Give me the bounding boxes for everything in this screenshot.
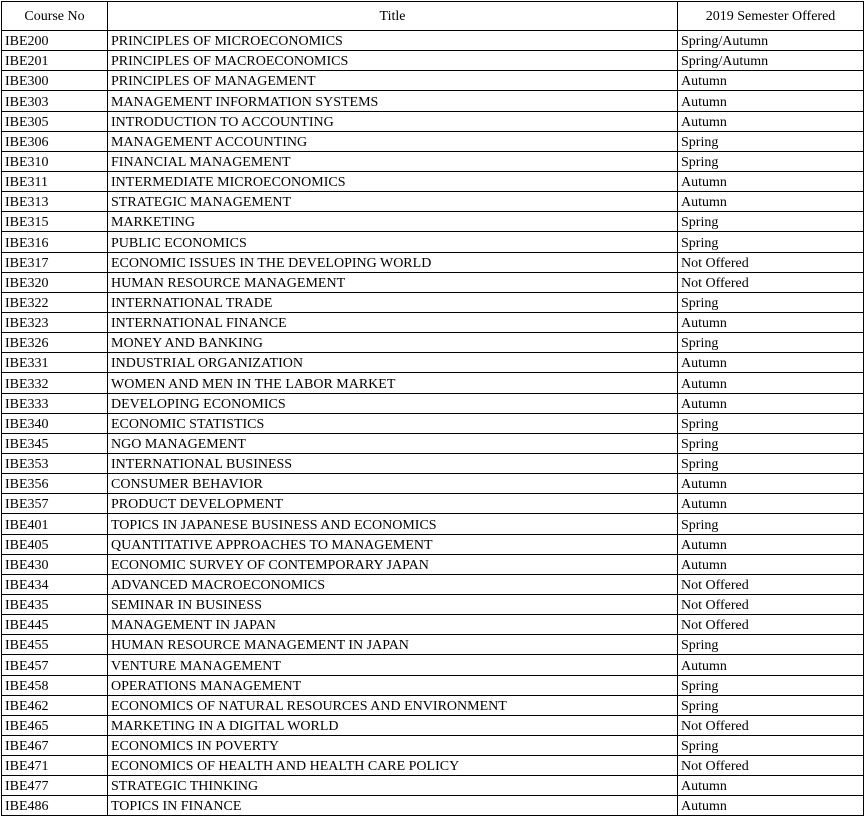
- course-no-cell: IBE317: [2, 252, 108, 272]
- course-no-cell: IBE462: [2, 695, 108, 715]
- semester-cell: Autumn: [678, 796, 864, 816]
- semester-cell: Autumn: [678, 71, 864, 91]
- course-no-cell: IBE310: [2, 151, 108, 171]
- title-cell: PRINCIPLES OF MICROECONOMICS: [108, 31, 678, 51]
- table-row: [2, 272, 864, 292]
- table-row: [2, 574, 864, 594]
- title-cell: MARKETING IN A DIGITAL WORLD: [108, 715, 678, 735]
- semester-cell: Autumn: [678, 655, 864, 675]
- course-no-cell: IBE434: [2, 574, 108, 594]
- semester-cell: Spring: [678, 413, 864, 433]
- table-row: [2, 796, 864, 816]
- table-row: [2, 413, 864, 433]
- header-title: Title: [108, 2, 678, 31]
- table-row: [2, 333, 864, 353]
- table-row: [2, 735, 864, 755]
- table-row: [2, 594, 864, 614]
- course-no-cell: IBE326: [2, 333, 108, 353]
- header-row: [2, 2, 864, 31]
- course-no-cell: IBE313: [2, 192, 108, 212]
- title-cell: QUANTITATIVE APPROACHES TO MANAGEMENT: [108, 534, 678, 554]
- table-row: [2, 433, 864, 453]
- course-no-cell: IBE311: [2, 171, 108, 191]
- table-row: [2, 71, 864, 91]
- semester-cell: Spring/Autumn: [678, 31, 864, 51]
- table-row: [2, 514, 864, 534]
- course-table: [1, 1, 864, 816]
- table-row: [2, 534, 864, 554]
- semester-cell: Autumn: [678, 474, 864, 494]
- course-no-cell: IBE401: [2, 514, 108, 534]
- semester-cell: Spring: [678, 232, 864, 252]
- course-no-cell: IBE353: [2, 453, 108, 473]
- semester-cell: Spring: [678, 131, 864, 151]
- table-row: [2, 131, 864, 151]
- semester-cell: Autumn: [678, 312, 864, 332]
- title-cell: PUBLIC ECONOMICS: [108, 232, 678, 252]
- table-row: [2, 151, 864, 171]
- title-cell: ECONOMICS IN POVERTY: [108, 735, 678, 755]
- semester-cell: Spring: [678, 735, 864, 755]
- title-cell: OPERATIONS MANAGEMENT: [108, 675, 678, 695]
- table-row: [2, 373, 864, 393]
- course-no-cell: IBE332: [2, 373, 108, 393]
- semester-cell: Autumn: [678, 373, 864, 393]
- table-row: [2, 474, 864, 494]
- header-course-no: Course No: [2, 2, 108, 31]
- semester-cell: Autumn: [678, 534, 864, 554]
- course-no-cell: IBE435: [2, 594, 108, 614]
- course-no-cell: IBE465: [2, 715, 108, 735]
- table-row: [2, 494, 864, 514]
- course-no-cell: IBE323: [2, 312, 108, 332]
- semester-cell: Spring: [678, 453, 864, 473]
- title-cell: NGO MANAGEMENT: [108, 433, 678, 453]
- semester-cell: Autumn: [678, 393, 864, 413]
- course-no-cell: IBE430: [2, 554, 108, 574]
- title-cell: ECONOMICS OF HEALTH AND HEALTH CARE POLICY: [108, 756, 678, 776]
- table-row: [2, 554, 864, 574]
- semester-cell: Not Offered: [678, 715, 864, 735]
- title-cell: INDUSTRIAL ORGANIZATION: [108, 353, 678, 373]
- table-row: [2, 453, 864, 473]
- title-cell: PRINCIPLES OF MACROECONOMICS: [108, 51, 678, 71]
- table-row: [2, 171, 864, 191]
- table-row: [2, 615, 864, 635]
- semester-cell: Spring: [678, 433, 864, 453]
- semester-cell: Not Offered: [678, 756, 864, 776]
- title-cell: MARKETING: [108, 212, 678, 232]
- title-cell: ECONOMIC SURVEY OF CONTEMPORARY JAPAN: [108, 554, 678, 574]
- semester-cell: Autumn: [678, 111, 864, 131]
- course-no-cell: IBE357: [2, 494, 108, 514]
- course-table-body: [2, 31, 864, 816]
- title-cell: CONSUMER BEHAVIOR: [108, 474, 678, 494]
- course-no-cell: IBE315: [2, 212, 108, 232]
- semester-cell: Autumn: [678, 494, 864, 514]
- title-cell: ADVANCED MACROECONOMICS: [108, 574, 678, 594]
- table-row: [2, 212, 864, 232]
- course-no-cell: IBE333: [2, 393, 108, 413]
- table-row: [2, 192, 864, 212]
- header-semester: 2019 Semester Offered: [678, 2, 864, 31]
- semester-cell: Autumn: [678, 353, 864, 373]
- title-cell: MANAGEMENT ACCOUNTING: [108, 131, 678, 151]
- title-cell: ECONOMIC ISSUES IN THE DEVELOPING WORLD: [108, 252, 678, 272]
- course-no-cell: IBE445: [2, 615, 108, 635]
- course-no-cell: IBE320: [2, 272, 108, 292]
- course-no-cell: IBE306: [2, 131, 108, 151]
- table-row: [2, 312, 864, 332]
- semester-cell: Spring: [678, 635, 864, 655]
- semester-cell: Spring: [678, 675, 864, 695]
- title-cell: INTERNATIONAL FINANCE: [108, 312, 678, 332]
- semester-cell: Not Offered: [678, 574, 864, 594]
- title-cell: STRATEGIC MANAGEMENT: [108, 192, 678, 212]
- semester-cell: Not Offered: [678, 615, 864, 635]
- course-no-cell: IBE200: [2, 31, 108, 51]
- course-no-cell: IBE201: [2, 51, 108, 71]
- course-no-cell: IBE345: [2, 433, 108, 453]
- semester-cell: Autumn: [678, 776, 864, 796]
- title-cell: SEMINAR IN BUSINESS: [108, 594, 678, 614]
- title-cell: ECONOMIC STATISTICS: [108, 413, 678, 433]
- table-row: [2, 635, 864, 655]
- semester-cell: Spring: [678, 212, 864, 232]
- semester-cell: Spring: [678, 695, 864, 715]
- title-cell: TOPICS IN FINANCE: [108, 796, 678, 816]
- table-row: [2, 695, 864, 715]
- semester-cell: Spring: [678, 292, 864, 312]
- title-cell: INTERMEDIATE MICROECONOMICS: [108, 171, 678, 191]
- title-cell: MANAGEMENT INFORMATION SYSTEMS: [108, 91, 678, 111]
- table-row: [2, 353, 864, 373]
- table-row: [2, 756, 864, 776]
- course-no-cell: IBE471: [2, 756, 108, 776]
- title-cell: STRATEGIC THINKING: [108, 776, 678, 796]
- semester-cell: Not Offered: [678, 272, 864, 292]
- course-no-cell: IBE322: [2, 292, 108, 312]
- course-no-cell: IBE457: [2, 655, 108, 675]
- title-cell: ECONOMICS OF NATURAL RESOURCES AND ENVIRONMENT: [108, 695, 678, 715]
- course-no-cell: IBE486: [2, 796, 108, 816]
- title-cell: MONEY AND BANKING: [108, 333, 678, 353]
- title-cell: TOPICS IN JAPANESE BUSINESS AND ECONOMICS: [108, 514, 678, 534]
- table-row: [2, 51, 864, 71]
- course-no-cell: IBE300: [2, 71, 108, 91]
- course-no-cell: IBE356: [2, 474, 108, 494]
- semester-cell: Not Offered: [678, 252, 864, 272]
- title-cell: WOMEN AND MEN IN THE LABOR MARKET: [108, 373, 678, 393]
- semester-cell: Autumn: [678, 171, 864, 191]
- semester-cell: Spring: [678, 514, 864, 534]
- table-row: [2, 675, 864, 695]
- semester-cell: Spring: [678, 333, 864, 353]
- course-no-cell: IBE305: [2, 111, 108, 131]
- semester-cell: Autumn: [678, 192, 864, 212]
- title-cell: PRODUCT DEVELOPMENT: [108, 494, 678, 514]
- course-no-cell: IBE477: [2, 776, 108, 796]
- course-no-cell: IBE316: [2, 232, 108, 252]
- course-no-cell: IBE340: [2, 413, 108, 433]
- semester-cell: Spring: [678, 151, 864, 171]
- course-no-cell: IBE467: [2, 735, 108, 755]
- course-no-cell: IBE455: [2, 635, 108, 655]
- course-no-cell: IBE331: [2, 353, 108, 373]
- semester-cell: Spring/Autumn: [678, 51, 864, 71]
- title-cell: DEVELOPING ECONOMICS: [108, 393, 678, 413]
- title-cell: PRINCIPLES OF MANAGEMENT: [108, 71, 678, 91]
- title-cell: INTERNATIONAL TRADE: [108, 292, 678, 312]
- title-cell: INTERNATIONAL BUSINESS: [108, 453, 678, 473]
- table-row: [2, 31, 864, 51]
- table-row: [2, 655, 864, 675]
- table-row: [2, 776, 864, 796]
- table-row: [2, 715, 864, 735]
- title-cell: INTRODUCTION TO ACCOUNTING: [108, 111, 678, 131]
- course-no-cell: IBE303: [2, 91, 108, 111]
- title-cell: MANAGEMENT IN JAPAN: [108, 615, 678, 635]
- semester-cell: Autumn: [678, 91, 864, 111]
- title-cell: HUMAN RESOURCE MANAGEMENT IN JAPAN: [108, 635, 678, 655]
- course-no-cell: IBE458: [2, 675, 108, 695]
- course-no-cell: IBE405: [2, 534, 108, 554]
- table-row: [2, 252, 864, 272]
- title-cell: HUMAN RESOURCE MANAGEMENT: [108, 272, 678, 292]
- semester-cell: Autumn: [678, 554, 864, 574]
- table-row: [2, 393, 864, 413]
- table-row: [2, 292, 864, 312]
- semester-cell: Not Offered: [678, 594, 864, 614]
- table-row: [2, 91, 864, 111]
- table-row: [2, 111, 864, 131]
- title-cell: FINANCIAL MANAGEMENT: [108, 151, 678, 171]
- title-cell: VENTURE MANAGEMENT: [108, 655, 678, 675]
- table-row: [2, 232, 864, 252]
